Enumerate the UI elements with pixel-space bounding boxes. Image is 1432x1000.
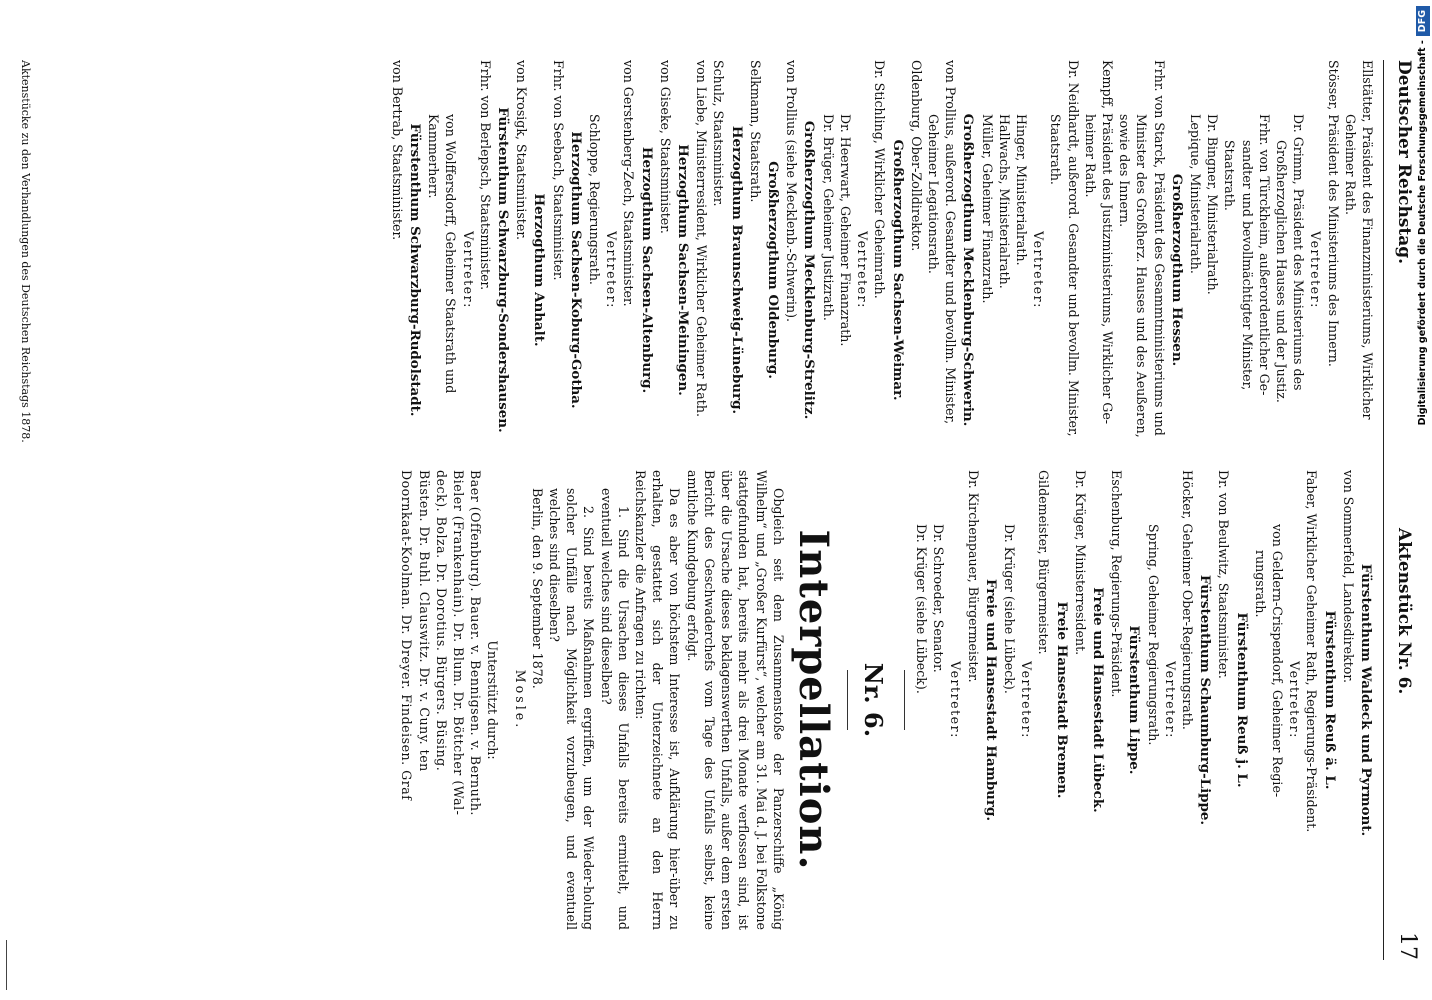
member-line: Dr. Krüger (siehe Lübeck). <box>1001 524 1017 694</box>
member-line: Kempff, Präsident des Justizministeriums, Wirklicher Ge- <box>1099 60 1115 425</box>
member-line: von Geldern-Crispendorf, Geheimer Regie- <box>1269 524 1285 798</box>
dfg-sidebar <box>1416 6 1430 996</box>
member-line: Eschenburg, Regierungs-Präsident. <box>1109 470 1125 698</box>
member-line: Oldenburg, Ober-Zolldirektor. <box>908 60 924 252</box>
supporters-line: Baer (Offenburg). Bauer. v. Bennigsen. v. Bernuth. <box>468 470 484 816</box>
member-line: Staatsrath. <box>1048 114 1064 185</box>
interpellation-number: Nr. 6. <box>858 662 888 738</box>
section-heading: Freie und Hansestadt Hamburg. <box>982 578 999 822</box>
interpellation-title: Interpellation. <box>789 529 837 871</box>
member-line: von Liebe, Ministerresident, Wirklicher Geheimer Rath. <box>694 60 710 417</box>
member-line: Frhr. von Türckheim, außerordentlicher Ge- <box>1256 114 1272 396</box>
member-line: von Bertrab, Staatsminister. <box>389 60 405 241</box>
interpellation-question: 2. Sind bereits Maßnahmen ergriffen, um der Wieder-holung solcher Unfälle nach Möglichkeit vorzubeugen, und eventuell welches sind dieselben? <box>547 488 597 930</box>
representatives-label: Vertreter: <box>1019 661 1035 739</box>
dfg-credit-text: Digitalisierung gefördert durch die Deutsche Forschungsgemeinschaft - <box>1417 40 1428 426</box>
section-heading: Herzogthum Anhalt. <box>531 193 548 347</box>
supporters-line: deck). Bolza. Dr. Dorotius. Bürgers. Büsing. <box>433 470 449 772</box>
section-divider <box>904 670 905 730</box>
member-line: Ellstätter, Präsident des Finanzministeriums, Wirklicher <box>1360 60 1375 420</box>
section-heading: Großherzogthum Oldenburg. <box>765 161 782 379</box>
member-line: Höcker, Geheimer Ober-Regierungsrath. <box>1179 470 1195 730</box>
member-line: von Sommerfeld, Landesdirektor. <box>1340 470 1356 684</box>
member-line: Schulz, Staatsminister. <box>711 60 727 207</box>
member-line: Lepique, Ministerialrath. <box>1187 114 1203 274</box>
member-line: Dr. Krüger (siehe Lübeck). <box>913 524 929 694</box>
signer-name: Mosle. <box>512 669 528 731</box>
section-heading: Herzogthum Sachsen-Altenburg. <box>638 146 655 394</box>
member-line: Dr. Stichling, Wirklicher Geheimrath. <box>872 60 888 299</box>
member-line: Dr. Krüger, Ministerresident. <box>1072 470 1088 656</box>
member-line: Gildemeister, Bürgermeister. <box>1036 470 1052 655</box>
member-line: Frhr. von Berlepsch, Staatsminister. <box>477 60 493 291</box>
member-line: Großherzoglichen Hauses und der Justiz. <box>1273 140 1289 403</box>
section-heading: Fürstenthum Schwarzburg-Rudolstadt. <box>407 123 424 417</box>
member-line: Hallwachs, Ministerialrath. <box>996 114 1012 289</box>
representatives-label: Vertreter: <box>1162 661 1178 739</box>
section-heading: Großherzogthum Mecklenburg-Strelitz. <box>801 120 818 420</box>
section-heading: Fürstenthum Lippe. <box>1126 625 1143 775</box>
interpellation-body <box>398 470 786 930</box>
member-line: Dr. Schroeder, Senator. <box>931 524 947 673</box>
page-footer: Aktenstücke zu den Verhandlungen des Deutschen Reichstags 1878. <box>19 60 32 443</box>
member-line: Faber, Wirklicher Geheimer Rath, Regierungs-Präsident. <box>1304 470 1320 833</box>
section-heading: Freie Hansestadt Bremen. <box>1053 601 1070 799</box>
section-heading: Fürstenthum Reuß ä. L. <box>1321 610 1338 790</box>
member-line: Spring, Geheimer Regierungsrath. <box>1145 524 1161 746</box>
member-line: Geheimer Legationsrath. <box>925 114 941 274</box>
interpellation-paragraph: Da es aber von höchstem Interesse ist, Aufklärung hier-über zu erhalten, gestattet sich der Unterzeichnete an den Herrn Reichskanzler die Anfragen zu richten: <box>633 470 683 930</box>
member-line: von Prollius (siehe Mecklenb.-Schwerin). <box>784 60 800 323</box>
representatives-label: Vertreter: <box>1031 231 1047 309</box>
member-line: Geheimer Rath. <box>1342 114 1358 215</box>
dfg-logo: DFG <box>1416 6 1430 36</box>
member-line: heimer Rath. <box>1082 114 1098 198</box>
member-line: von Krosigk, Staatsminister. <box>514 60 530 240</box>
section-heading: Großherzogthum Sachsen-Weimar. <box>889 139 906 401</box>
section-heading: Herzogthum Sachsen-Meiningen. <box>675 144 692 396</box>
state-representatives-list <box>913 470 1374 930</box>
member-line: Müller, Geheimer Finanzrath. <box>979 114 995 304</box>
supporters-line: Doornkaat-Koolman. Dr. Dreyer. Findeisen. Graf <box>399 470 415 801</box>
document-number: Aktenstück Nr. 6. <box>1394 528 1414 695</box>
member-line: Dr. Kirchenpauer, Bürgermeister. <box>965 470 981 683</box>
section-heading: Herzogthum Sachsen-Koburg-Gotha. <box>567 131 584 409</box>
member-line: sowie des Innern. <box>1117 114 1133 228</box>
interpellation-question: 1. Sind die Ursachen dieses Unfalls bereits ermittelt, und eventuell welches sind dieselben? <box>598 488 631 930</box>
member-line: von Gerstenberg-Zech, Staatsminister. <box>621 60 637 307</box>
representatives-label: Vertreter: <box>604 231 620 309</box>
section-heading: Herzogthum Braunschweig-Lüneburg. <box>728 125 745 415</box>
section-heading: Fürstenthum Waldeck und Pyrmont. <box>1358 563 1374 837</box>
section-heading: Fürstenthum Schaumburg-Lippe. <box>1197 574 1214 826</box>
member-line: Minister des Großherz. Hauses und des Aeußeren, <box>1134 114 1150 438</box>
representatives-label: Vertreter: <box>1308 231 1324 309</box>
left-column <box>389 60 1376 480</box>
member-line: Dr. von Beulwitz, Staatsminister. <box>1216 470 1232 679</box>
member-line: Frhr. von Seebach, Staatsminister. <box>550 60 566 281</box>
member-line: Dr. Bingner, Ministerialrath. <box>1205 114 1221 295</box>
member-line: Dr. Neidhardt, außerord. Gesandter und bevollm. Minister, <box>1065 60 1081 437</box>
section-heading: Fürstenthum Schwarzburg-Sondershausen. <box>495 107 512 433</box>
member-line: Hinger, Ministerialrath. <box>1013 114 1029 266</box>
section-heading: Großherzogthum Mecklenburg-Schwerin. <box>960 113 977 427</box>
representatives-label: Vertreter: <box>948 661 964 739</box>
supported-label: Unterstützt durch: <box>485 640 501 760</box>
supporters-line: Bieler (Frankenhain). Dr. Blum. Dr. Böttcher (Wal- <box>451 470 467 816</box>
member-line: Stösser, Präsident des Ministeriums des Innern. <box>1325 60 1341 367</box>
member-line: Staatsrath. <box>1222 140 1238 211</box>
member-line: Frhr. von Starck, Präsident des Gesammtministeriums und <box>1151 60 1167 436</box>
member-line: rungsrath. <box>1252 550 1268 618</box>
representatives-label: Vertreter: <box>460 231 476 309</box>
member-line: von Wolffersdorff, Geheimer Staatsrath und <box>443 114 459 394</box>
running-title: Deutscher Reichstag. <box>1394 60 1414 265</box>
page-number: 17 <box>1395 932 1420 960</box>
member-line: von Giseke, Staatsminister. <box>657 60 673 234</box>
member-line: sandter und bevollmächtigter Minister, <box>1239 140 1255 391</box>
title-divider <box>847 670 848 730</box>
interpellation-paragraph: Obgleich seit dem Zusammenstoße der Panzerschiffe „König Wilhelm“ und „Großer Kurfürst“, welcher am 31. Mai d. J. bei Folkstone stattgefunden hat, bereits mehr als drei Monate verflossen sind, ist über die Ursache dieses beklagenswerthen Unfalls, außer dem ersten Bericht des Geschwaderchefs vom Tage des Unfalls selbst, keine amtliche Kundgebung erfolgt. <box>684 470 786 930</box>
member-line: Kammerherr. <box>426 114 442 199</box>
section-heading: Großherzogthum Hessen. <box>1168 173 1185 367</box>
member-line: Dr. Grimm, Präsident des Ministeriums des <box>1291 114 1307 391</box>
section-heading: Fürstenthum Reuß j. L. <box>1233 612 1250 788</box>
member-line: Dr. Brüger, Geheimer Justizrath. <box>820 114 836 321</box>
representatives-label: Vertreter: <box>855 231 871 309</box>
right-column <box>398 470 1376 930</box>
supporters-line: Büsten. Dr. Buhl. Clauswitz. Dr. v. Cuny. ten <box>416 470 432 772</box>
date-line: Berlin, den 9. September 1878. <box>529 488 545 689</box>
member-line: Selkmann, Staatsrath. <box>747 60 763 203</box>
representatives-label: Vertreter: <box>1287 661 1303 739</box>
margin-mark <box>6 940 7 990</box>
member-line: Dr. Heerwart, Geheimer Finanzrath. <box>837 114 853 347</box>
section-heading: Freie und Hansestadt Lübeck. <box>1089 587 1106 813</box>
member-line: Schloppe, Regierungsrath. <box>587 114 603 285</box>
member-line: von Prollius, außerord. Gesandter und bevollm. Minister, <box>943 60 959 425</box>
